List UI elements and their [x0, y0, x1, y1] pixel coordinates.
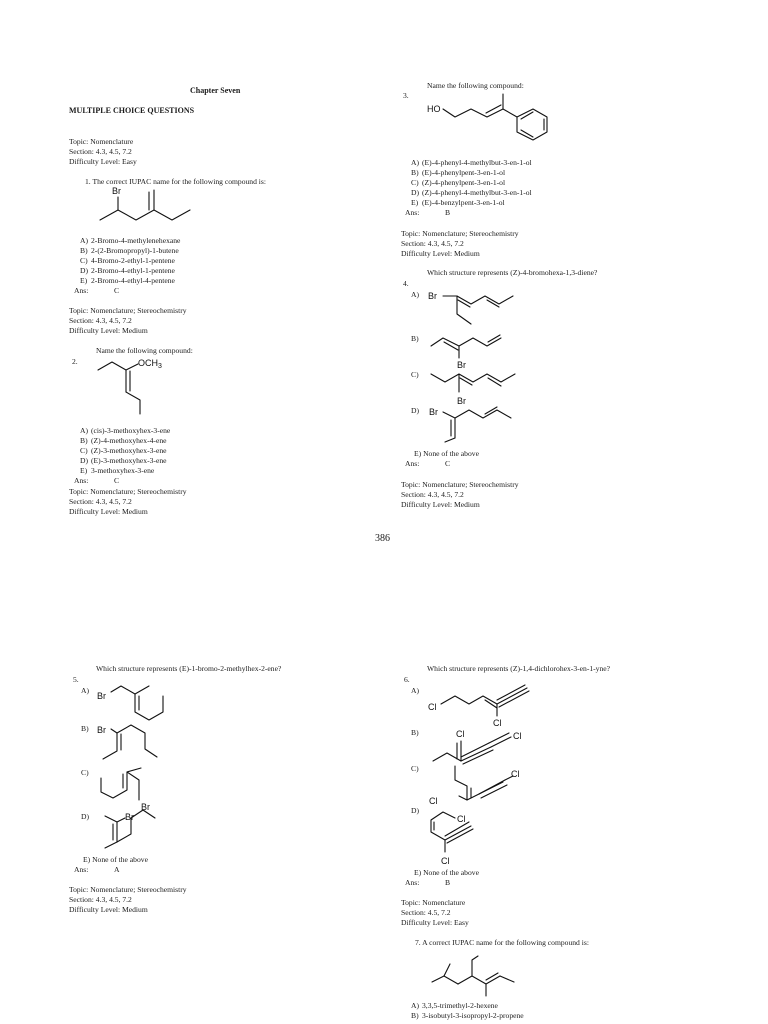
q4-answer-label: Ans:: [405, 459, 420, 468]
q5-label-b[interactable]: B): [81, 724, 89, 733]
page-number: 386: [375, 533, 390, 544]
q6-label-b[interactable]: B): [411, 728, 419, 737]
q4-stem: Which structure represents (Z)-4-bromohexa-1,3-diene?: [427, 268, 598, 277]
q5-label-d[interactable]: D): [81, 812, 90, 821]
q1-option-b[interactable]: B) 2-(2-Bromopropyl)-1-butene: [80, 246, 179, 256]
q1-option-e[interactable]: E) 2-Bromo-4-ethyl-4-pentene: [80, 276, 175, 286]
q7-options: [411, 1001, 524, 1021]
q2-answer-label: Ans:: [74, 476, 89, 485]
q5-number: 5.: [73, 675, 79, 684]
q1-meta: Topic: Nomenclature; Stereochemistry Section: 4.3, 4.5, 7.2 Difficulty Level: Medium: [69, 306, 187, 336]
svg-text:Cl: Cl: [456, 729, 465, 739]
q7-stem: 7. A correct IUPAC name for the following compound is:: [415, 938, 589, 947]
svg-text:Cl: Cl: [429, 796, 438, 806]
q6-label-c[interactable]: C): [411, 764, 419, 773]
svg-text:Cl: Cl: [513, 731, 522, 741]
q5-label-a[interactable]: A): [81, 686, 90, 695]
q1-br-label: Br: [112, 186, 121, 196]
q3-option-e[interactable]: E) (E)-4-benzylpent-3-en-1-ol: [411, 198, 505, 208]
q4-label-a[interactable]: A): [411, 290, 420, 299]
q1-option-c[interactable]: C) 4-Bromo-2-ethyl-1-pentene: [80, 256, 175, 266]
q4-structure-d[interactable]: [427, 400, 519, 442]
svg-text:Cl: Cl: [441, 856, 450, 866]
svg-text:Br: Br: [125, 812, 134, 822]
q3-option-d[interactable]: D) (Z)-4-phenyl-4-methylbut-3-en-1-ol: [411, 188, 532, 198]
q3-meta: Topic: Nomenclature; Stereochemistry Section: 4.3, 4.5, 7.2 Difficulty Level: Medium: [401, 229, 519, 259]
svg-text:Br: Br: [428, 291, 437, 301]
q3-answer-label: Ans:: [405, 208, 420, 217]
q5-structure-d[interactable]: [95, 808, 165, 852]
chapter-title: Chapter Seven: [190, 86, 241, 95]
q5-option-e[interactable]: E) None of the above: [83, 855, 148, 864]
svg-text:Br: Br: [97, 725, 106, 735]
q2-och3-label: $OCH_3$: [138, 358, 162, 370]
q2-options: [80, 426, 170, 476]
svg-text:Br: Br: [97, 691, 106, 701]
q6-meta: Topic: Nomenclature Section: 4.5, 7.2 Difficulty Level: Easy: [401, 898, 469, 928]
q5-answer: A: [114, 865, 120, 874]
q1-options: [80, 236, 180, 286]
q2-number: 2.: [72, 357, 78, 366]
q3-option-b[interactable]: B) (E)-4-phenylpent-3-en-1-ol: [411, 168, 506, 178]
q5-label-c[interactable]: C): [81, 768, 89, 777]
q6-option-e[interactable]: E) None of the above: [414, 868, 479, 877]
q4-label-c[interactable]: C): [411, 370, 419, 379]
svg-text:Cl: Cl: [511, 769, 520, 779]
svg-text:Cl: Cl: [428, 702, 437, 712]
q7-option-b[interactable]: B) 3-isobutyl-3-isopropyl-2-propene: [411, 1011, 524, 1021]
q6-structure-c[interactable]: [425, 760, 535, 806]
q2-stem: Name the following compound:: [96, 346, 193, 355]
q3-stem: Name the following compound:: [427, 81, 524, 90]
q1-option-a[interactable]: A) 2-Bromo-4-methylenehexane: [80, 236, 181, 245]
q6-structure-a[interactable]: [425, 682, 535, 730]
q4-option-e[interactable]: E) None of the above: [414, 449, 479, 458]
q1-answer-label: Ans:: [74, 286, 89, 295]
q3-option-a[interactable]: A) (E)-4-phenyl-4-methylbut-3-en-1-ol: [411, 158, 532, 167]
q4-answer: C: [445, 459, 451, 468]
q3-structure: [425, 92, 555, 144]
section-heading: MULTIPLE CHOICE QUESTIONS: [69, 106, 195, 115]
q6-stem: Which structure represents (Z)-1,4-dichlorohex-3-en-1-yne?: [427, 664, 611, 673]
q1-answer: C: [114, 286, 120, 295]
q5-stem: Which structure represents (E)-1-bromo-2-methylhex-2-ene?: [96, 664, 282, 673]
q4-label-d[interactable]: D): [411, 406, 420, 415]
q2-option-e[interactable]: E) 3-methoxyhex-3-ene: [80, 466, 155, 476]
q3-options: [411, 158, 532, 208]
q6-number: 6.: [404, 675, 410, 684]
q5-structure-a[interactable]: [95, 682, 175, 722]
q2-option-a[interactable]: A) (cis)-3-methoxyhex-3-ene: [80, 426, 171, 435]
q2-option-c[interactable]: C) (Z)-3-methoxyhex-3-ene: [80, 446, 167, 456]
q5-structure-c[interactable]: [95, 766, 159, 812]
q4-structure-a[interactable]: [427, 284, 517, 330]
svg-text:Br: Br: [141, 802, 150, 812]
svg-text:Br: Br: [457, 396, 466, 406]
q2-structure: [92, 354, 182, 418]
q6-structure-d[interactable]: [425, 804, 535, 870]
q3-option-c[interactable]: C) (Z)-4-phenylpent-3-en-1-ol: [411, 178, 506, 188]
q5-meta: Topic: Nomenclature; Stereochemistry Section: 4.3, 4.5, 7.2 Difficulty Level: Medium: [69, 885, 187, 915]
q2-option-b[interactable]: B) (Z)-4-methoxyhex-4-ene: [80, 436, 167, 446]
q4-label-b[interactable]: B): [411, 334, 419, 343]
svg-text:Br: Br: [457, 360, 466, 370]
q6-label-a[interactable]: A): [411, 686, 420, 695]
q5-answer-label: Ans:: [74, 865, 89, 874]
q1-stem: 1. The correct IUPAC name for the following compound is:: [85, 177, 266, 186]
svg-text:Cl: Cl: [457, 814, 466, 824]
q6-answer-label: Ans:: [405, 878, 420, 887]
q1-option-d[interactable]: D) 2-Bromo-4-ethyl-1-pentene: [80, 266, 175, 276]
q6-label-d[interactable]: D): [411, 806, 420, 815]
q7-structure: [428, 952, 518, 998]
q1-structure: [92, 184, 202, 230]
q2-answer: C: [114, 476, 120, 485]
q2-option-d[interactable]: D) (E)-3-methoxyhex-3-ene: [80, 456, 167, 466]
q2-meta: Topic: Nomenclature; Stereochemistry Section: 4.3, 4.5, 7.2 Difficulty Level: Medium: [69, 487, 187, 517]
q7-option-a[interactable]: A) 3,3,5-trimethyl-2-hexene: [411, 1001, 498, 1010]
q4-number: 4.: [403, 279, 409, 288]
q3-ho-label: HO: [427, 104, 441, 114]
topic-block: Topic: Nomenclature Section: 4.3, 4.5, 7.2 Difficulty Level: Easy: [69, 137, 137, 167]
q3-answer: B: [445, 208, 451, 217]
q4-meta: Topic: Nomenclature; Stereochemistry Section: 4.3, 4.5, 7.2 Difficulty Level: Medium: [401, 480, 519, 510]
q6-answer: B: [445, 878, 451, 887]
q5-structure-b[interactable]: [95, 721, 165, 765]
q3-number: 3.: [403, 91, 409, 100]
svg-text:Cl: Cl: [493, 718, 502, 728]
svg-text:Br: Br: [429, 407, 438, 417]
